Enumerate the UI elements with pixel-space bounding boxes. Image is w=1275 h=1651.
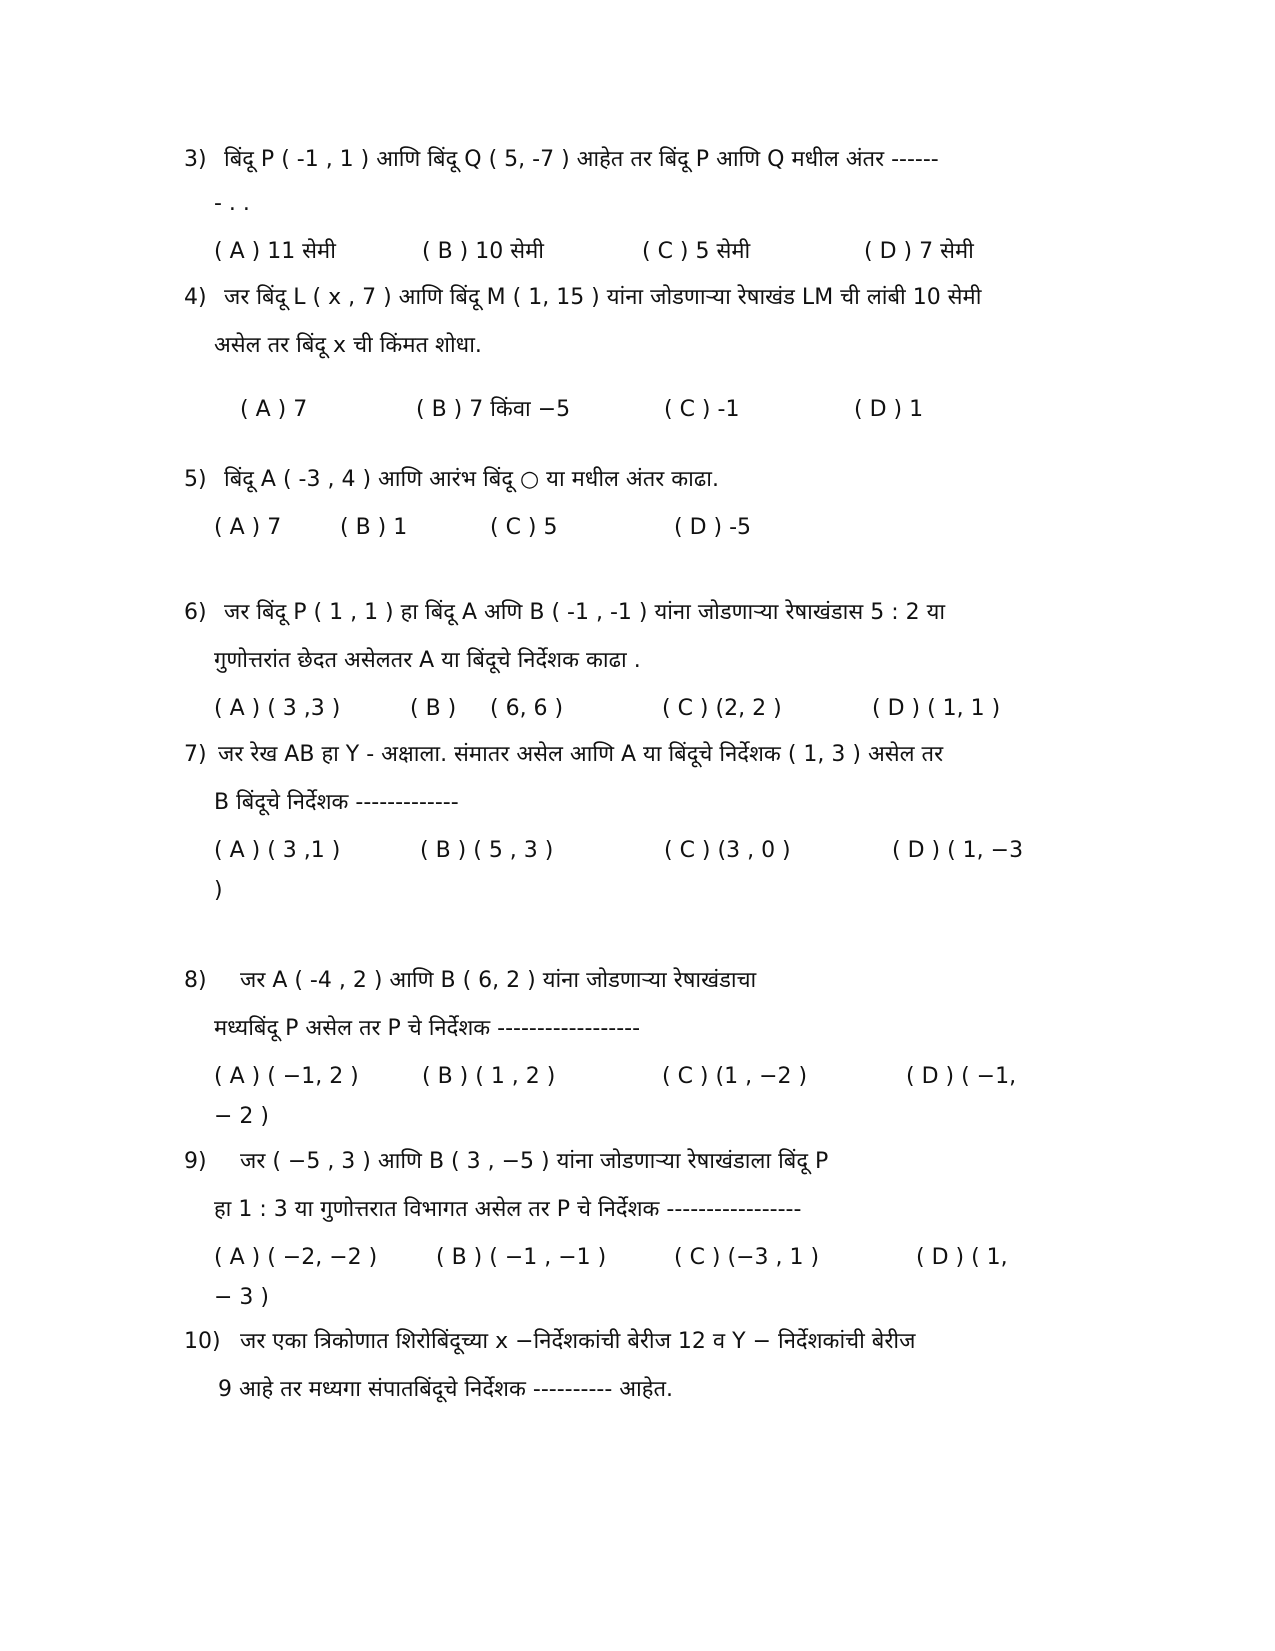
question-5: [184, 456, 1114, 552]
question-text: - . .: [214, 191, 250, 216]
question-text: मध्यबिंदू P असेल तर P चे निर्देशक ------------------: [214, 1016, 641, 1041]
option-b-value: ( 6, 6 ): [490, 696, 564, 721]
question-text: 9 आहे तर मध्यगा संपातबिंदूचे निर्देशक ---------- आहेत.: [218, 1377, 673, 1402]
option-c: ( C ) (1 , −2 ): [662, 1064, 808, 1089]
question-number: 4): [184, 285, 207, 310]
question-text: असेल तर बिंदू x ची किंमत शोधा.: [214, 333, 482, 358]
question-line: [184, 1005, 1114, 1053]
question-text: जर बिंदू L ( x , 7 ) आणि बिंदू M ( 1, 15 ) यांना जोडणाऱ्या रेषाखंड LM ची लांबी 10 सेमी: [224, 285, 982, 310]
option-c: ( C ) (−3 , 1 ): [674, 1245, 820, 1270]
question-text: जर रेख AB हा Y - अक्षाला. संमातर असेल आणि A या बिंदूचे निर्देशक ( 1, 3 ) असेल तर: [218, 742, 944, 767]
question-line: [184, 1186, 1114, 1234]
option-a: ( A ) ( −2, −2 ): [214, 1245, 378, 1270]
option-continuation: [184, 1093, 1114, 1141]
option-b-label: ( B ): [410, 696, 457, 721]
question-text: जर A ( -4 , 2 ) आणि B ( 6, 2 ) यांना जोडणाऱ्या रेषाखंडाचा: [240, 968, 757, 993]
option-c: ( C ) 5: [490, 515, 558, 540]
question-10: [184, 1318, 1114, 1414]
question-line: [184, 957, 1114, 1005]
option-b: ( B ) ( 1 , 2 ): [422, 1064, 556, 1089]
question-line: [184, 456, 1114, 504]
option-c: ( C ) (3 , 0 ): [664, 838, 791, 863]
option-b: ( B ) 1: [340, 515, 408, 540]
option-d-continued: ): [214, 878, 223, 903]
option-d: ( D ) ( −1,: [906, 1064, 1017, 1089]
question-text: बिंदू P ( -1 , 1 ) आणि बिंदू Q ( 5, -7 ) आहेत तर बिंदू P आणि Q मधील अंतर ------: [224, 147, 939, 172]
question-line: [184, 589, 1114, 637]
option-b: ( B ) ( 5 , 3 ): [420, 838, 554, 863]
option-d-continued: − 3 ): [214, 1285, 269, 1310]
option-c: ( C ) (2, 2 ): [662, 696, 782, 721]
option-d: ( D ) 1: [854, 397, 924, 422]
question-line: [184, 1366, 1114, 1414]
question-text: हा 1 : 3 या गुणोत्तरात विभागत असेल तर P चे निर्देशक -----------------: [214, 1197, 802, 1222]
option-c: ( C ) 5 सेमी: [642, 239, 751, 264]
option-b: ( B ) 10 सेमी: [422, 239, 544, 264]
question-number: 7): [184, 742, 207, 767]
question-number: 10): [184, 1329, 221, 1354]
question-text: बिंदू A ( -3 , 4 ) आणि आरंभ बिंदू ○ या मधील अंतर काढा.: [224, 467, 719, 492]
question-number: 9): [184, 1149, 207, 1174]
question-line: [184, 322, 1114, 370]
question-text: जर एका त्रिकोणात शिरोबिंदूच्या x −निर्देशकांची बेरीज 12 व Y − निर्देशकांची बेरीज: [240, 1329, 916, 1354]
answer-options: [184, 386, 1114, 434]
question-number: 3): [184, 147, 207, 172]
question-8: [184, 957, 1114, 1141]
question-line: [184, 136, 1114, 184]
question-3: [184, 136, 1114, 276]
answer-options: [184, 504, 1114, 552]
question-line: [184, 637, 1114, 685]
question-line: [184, 274, 1114, 322]
question-6: [184, 589, 1114, 733]
option-b: ( B ) 7 किंवा −5: [416, 397, 571, 422]
question-text: B बिंदूचे निर्देशक -------------: [214, 790, 459, 815]
question-text: जर बिंदू P ( 1 , 1 ) हा बिंदू A अणि B ( -1 , -1 ) यांना जोडणाऱ्या रेषाखंडास 5 : 2 या: [224, 600, 946, 625]
option-d: ( D ) ( 1, 1 ): [872, 696, 1001, 721]
question-4: [184, 274, 1114, 434]
question-line: [184, 779, 1114, 827]
question-line: [184, 1138, 1114, 1186]
question-text: जर ( −5 , 3 ) आणि B ( 3 , −5 ) यांना जोडणाऱ्या रेषाखंडाला बिंदू P: [240, 1149, 829, 1174]
question-number: 6): [184, 600, 207, 625]
option-a: ( A ) 7: [214, 515, 282, 540]
option-a: ( A ) ( 3 ,3 ): [214, 696, 341, 721]
answer-options: [184, 228, 1114, 276]
question-line: [184, 731, 1114, 779]
option-a: ( A ) 7: [240, 397, 308, 422]
question-text: गुणोत्तरांत छेदत असेलतर A या बिंदूचे निर्देशक काढा .: [214, 648, 641, 673]
question-number: 8): [184, 968, 207, 993]
option-b: ( B ) ( −1 , −1 ): [436, 1245, 607, 1270]
question-number: 5): [184, 467, 207, 492]
option-c: ( C ) -1: [664, 397, 740, 422]
option-continuation: [184, 1274, 1114, 1322]
question-7: [184, 731, 1114, 915]
option-a: ( A ) ( −1, 2 ): [214, 1064, 359, 1089]
option-d-continued: − 2 ): [214, 1104, 269, 1129]
question-9: [184, 1138, 1114, 1322]
option-d: ( D ) -5: [674, 515, 752, 540]
option-continuation: [184, 867, 1114, 915]
option-d: ( D ) ( 1,: [916, 1245, 1008, 1270]
option-a: ( A ) 11 सेमी: [214, 239, 336, 264]
question-line: [184, 1318, 1114, 1366]
answer-options: [184, 685, 1114, 733]
option-a: ( A ) ( 3 ,1 ): [214, 838, 341, 863]
option-d: ( D ) 7 सेमी: [864, 239, 974, 264]
option-d: ( D ) ( 1, −3: [892, 838, 1024, 863]
question-line: [184, 180, 1114, 228]
